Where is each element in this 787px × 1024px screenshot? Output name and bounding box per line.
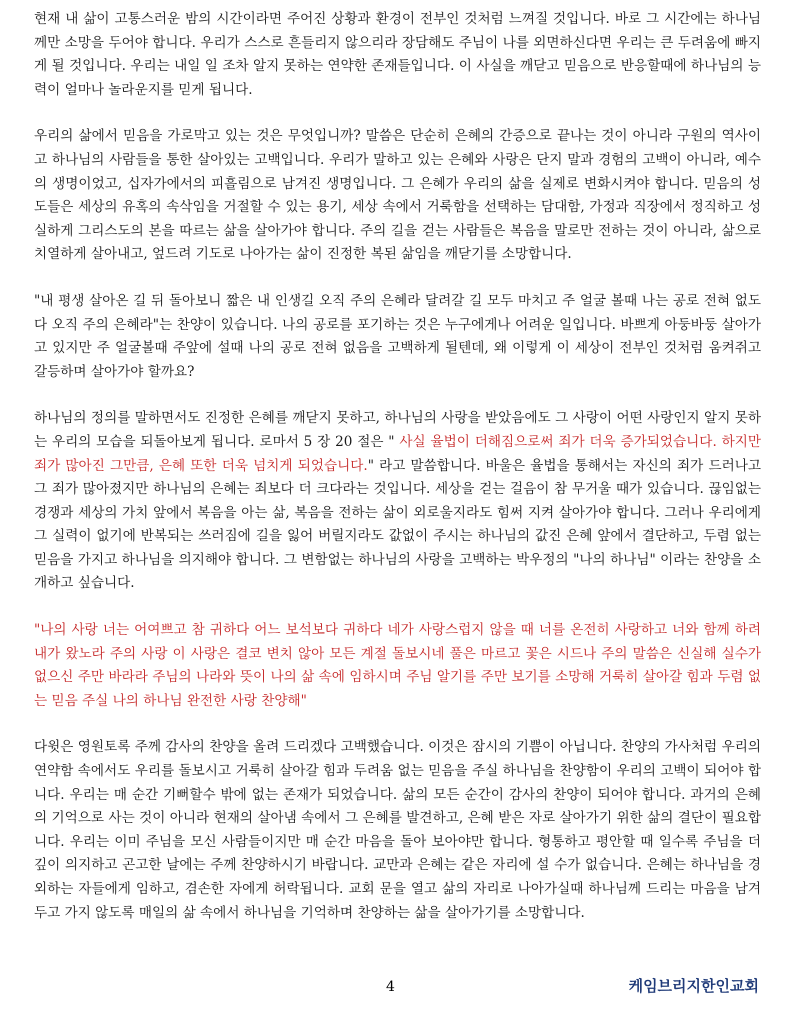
body-text: " 라고 말씀합니다. 바울은 율법을 통해서는 자신의 죄가 드러나고 그 죄가 많아졌지만 하나님의 은혜는 죄보다 더 크다라는 것입니다. 세상을 걷는 걸음이 참 무거울 때가 있습니다. 끊임없는 경쟁과 세상의 가치 앞에서 복음을 아는 삶, 복음을 전하는 삶이 외로울지라도 힘써 지켜 살아가야 합니다. 그러나 우리에게 그 실력이 없기에 반복되는 쓰러짐에 길을 잃어 버릴지라도 값없이 주시는 하나님의 값진 은혜 앞에서 결단하고, 두렴 없는 믿음을 가지고 하나님을 의지해야 합니다. 그 변함없는 하나님의 사랑을 고백하는 박우정의 "나의 하나님" 이라는 찬양을 소개하고 싶습니다. <box>34 457 761 592</box>
paragraph <box>34 125 761 267</box>
paragraph <box>34 619 761 713</box>
body-text: 우리의 삶에서 믿음을 가로막고 있는 것은 무엇입니까? 말씀은 단순히 은혜의 간증으로 끝나는 것이 아니라 구원의 역사이고 하나님의 사람들을 통한 살아있는 고백입니다. 우리가 말하고 있는 은혜와 사랑은 단지 말과 경험의 고백이 아니라, 예수의 생명이었고, 십자가에서의 피흘림으로 남겨진 생명입니다. 그 은혜가 우리의 삶을 실제로 변화시켜야 합니다. 믿음의 성도들은 세상의 유혹의 속삭임을 거절할 수 있는 용기, 세상 속에서 거룩함을 선택하는 담대함, 가정과 직장에서 정직하고 성실하게 그리스도의 본을 따르는 삶을 살아가야 합니다. 주의 길을 걷는 사람들은 복음을 말로만 전하는 것이 아니라, 삶으로 치열하게 살아내고, 엎드려 기도로 나아가는 삶이 진정한 복된 삶임을 깨닫기를 소망합니다. <box>34 128 761 263</box>
paragraph <box>34 736 761 925</box>
page-number: 4 <box>386 979 395 995</box>
paragraph <box>34 290 761 384</box>
body-text: 현재 내 삶이 고통스러운 밤의 시간이라면 주어진 상황과 환경이 전부인 것처럼 느껴질 것입니다. 바로 그 시간에는 하나님께만 소망을 두어야 합니다. 우리가 스스로 흔들리지 않으리라 장담해도 주님이 나를 외면하신다면 우리는 큰 두려움에 빠지게 될 것입니다. 우리는 내일 일 조차 알지 못하는 연약한 존재들입니다. 이 사실을 깨닫고 믿음으로 반응할때에 하나님의 능력이 얼마나 놀라운지를 믿게 됩니다. <box>34 11 761 98</box>
quoted-text: 사실 율법이 더해짐으로써 죄가 더욱 증가되었습니다. 하지만 죄가 많아진 그만큼, 은혜 또한 더욱 넘치게 되었습니다. <box>34 433 761 474</box>
paragraph <box>34 407 761 596</box>
quoted-text: "나의 사랑 너는 어여쁘고 참 귀하다 어느 보석보다 귀하다 네가 사랑스럽지 않을 때 너를 온전히 사랑하고 너와 함께 하려 내가 왔노라 주의 사랑 이 사랑은 결코 변치 않아 모든 계절 돌보시네 풀은 마르고 꽃은 시드나 주의 말씀은 신실해 실수가 없으신 주만 바라라 주님의 나라와 뜻이 나의 삶 속에 임하시며 주님 알기를 주만 보기를 소망해 거룩히 살아갈 힘과 두렴 없는 믿음 주실 나의 하나님 완전한 사랑 찬양해" <box>34 622 761 709</box>
body-text: 다윗은 영원토록 주께 감사의 찬양을 올려 드리겠다 고백했습니다. 이것은 잠시의 기쁨이 아닙니다. 찬양의 가사처럼 우리의 연약함 속에서도 우리를 돌보시고 거룩히 살아갈 힘과 두려움 없는 믿음을 주실 하나님을 찬양함이 우리의 고백이 되어야 합니다. 우리는 매 순간 기뻐할수 밖에 없는 존재가 되었습니다. 삶의 모든 순간이 감사의 찬양이 되어야 합니다. 과거의 은혜의 기억으로 사는 것이 아니라 현재의 살아냄 속에서 그 은혜를 발견하고, 은혜 받은 자로 살아가기 위한 삶의 결단이 필요합니다. 우리는 이미 주님을 모신 사람들이지만 매 순간 마음을 돌아 보아야만 합니다. 형통하고 평안할 때 일수록 주님을 더 깊이 의지하고 곤고한 날에는 주께 찬양하시기 바랍니다. 교만과 은혜는 같은 자리에 설 수가 없습니다. 은혜는 하나님을 경외하는 자들에게 임하고, 겸손한 자에게 허락됩니다. 교회 문을 열고 삶의 자리로 나아가실때 하나님께 드리는 마음을 남겨두고 가지 않도록 매일의 삶 속에서 하나님을 기억하며 찬양하는 삶을 살아가기를 소망합니다. <box>34 739 761 921</box>
body-text: "내 평생 살아온 길 뒤 돌아보니 짧은 내 인생길 오직 주의 은혜라 달려갈 길 모두 마치고 주 얼굴 볼때 나는 공로 전혀 없도다 오직 주의 은혜라"는 찬양이 있습니다. 나의 공로를 포기하는 것은 누구에게나 어려운 일입니다. 바쁘게 아둥바둥 살아가고 있지만 주 얼굴볼때 주앞에 설때 나의 공로 전혀 없음을 고백하게 될텐데, 왜 이렇게 이 세상이 전부인 것처럼 움켜쥐고 갈등하며 살아가야 할까요? <box>34 292 761 380</box>
body-text: 하나님의 정의를 말하면서도 진정한 은혜를 깨닫지 못하고, 하나님의 사랑을 받았음에도 그 사랑이 어떤 사랑인지 알지 못하는 우리의 모습을 되돌아보게 됩니다. 로마서 5 장 20 절은 " <box>34 410 761 450</box>
paragraph <box>34 8 761 102</box>
church-name: 케임브리지한인교회 <box>628 977 759 995</box>
document-body <box>34 8 761 925</box>
